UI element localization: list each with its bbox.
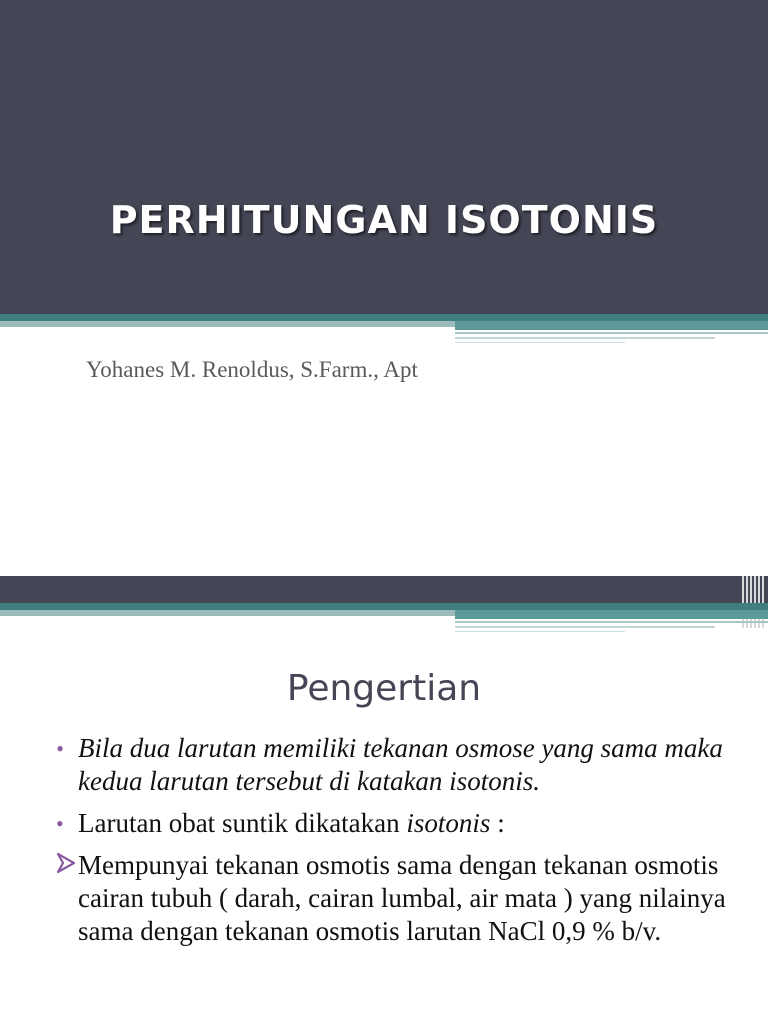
bullet-text: Bila dua larutan memiliki tekanan osmose yang sama maka kedua larutan tersebut di katakan isotonis. — [78, 733, 723, 796]
bullet-italic-term: isotonis — [406, 808, 491, 838]
title-header-band — [0, 0, 768, 314]
bullet-dot-icon: • — [56, 736, 64, 761]
slide-title: PERHITUNGAN ISOTONIS — [109, 198, 659, 242]
bullet-text: Larutan obat suntik dikatakan — [78, 808, 407, 838]
decorative-stripe-band — [0, 314, 768, 350]
decorative-stripe-band — [0, 603, 768, 639]
author-subtitle: Yohanes M. Renoldus, S.Farm., Apt — [86, 357, 418, 382]
content-slide — [0, 576, 768, 1024]
bullet-dot-icon: • — [56, 811, 64, 836]
content-header-band — [0, 576, 768, 603]
list-item — [56, 732, 726, 798]
slide-heading: Pengertian — [286, 668, 482, 709]
arrow-bullet-icon — [56, 851, 76, 875]
bullet-text: Mempunyai tekanan osmotis sama dengan tekanan osmotis cairan tubuh ( darah, cairan lumbal, air mata ) yang nilainya sama dengan tekanan osmotis larutan NaCl 0,9 % b/v. — [78, 850, 726, 946]
bullet-list — [56, 732, 726, 957]
list-item — [56, 807, 726, 840]
list-item — [56, 849, 726, 948]
bullet-text-suffix: : — [490, 808, 505, 838]
